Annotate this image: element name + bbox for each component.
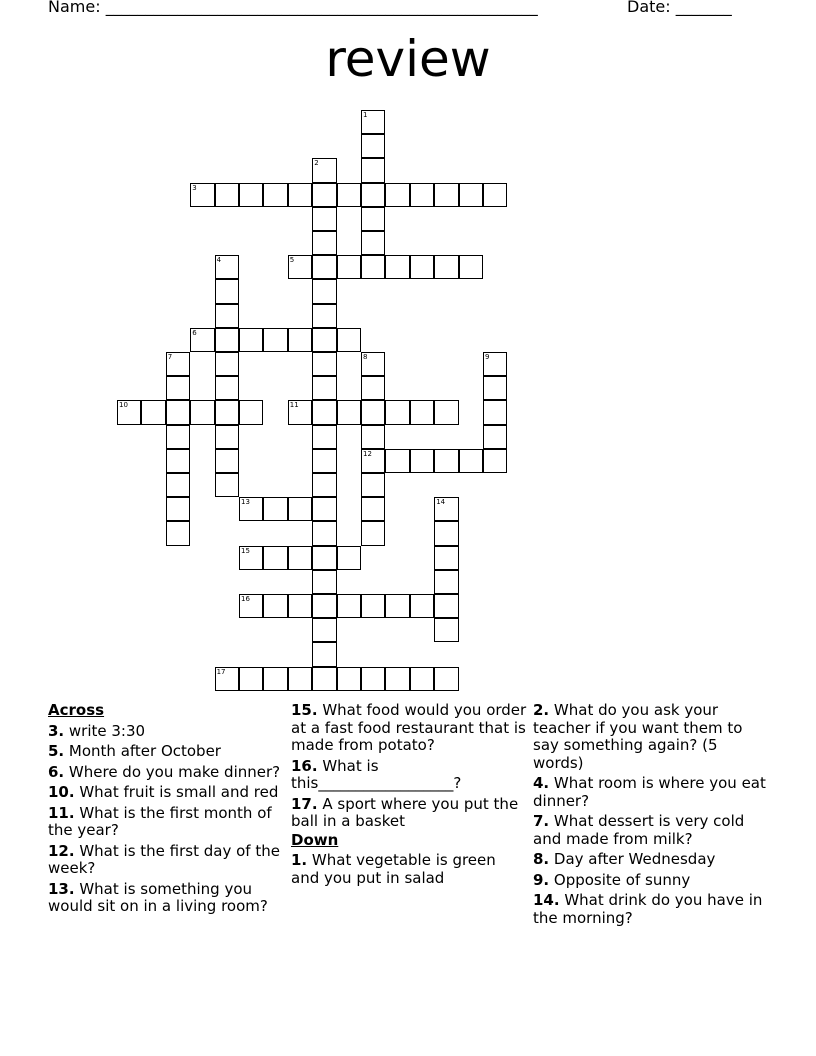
crossword-cell[interactable]	[239, 400, 263, 424]
clue-text: Day after Wednesday	[549, 850, 716, 868]
crossword-cell[interactable]	[361, 158, 385, 182]
clue-number-label: 13.	[48, 879, 75, 898]
clue-number-label: 1.	[291, 851, 308, 869]
crossword-cell[interactable]	[166, 425, 190, 449]
crossword-cell[interactable]	[312, 546, 336, 570]
clue-number: 3	[192, 183, 197, 192]
clue-item	[533, 892, 769, 927]
crossword-cell[interactable]	[215, 425, 239, 449]
clue-item	[48, 784, 284, 802]
clue-item	[291, 796, 527, 831]
crossword-cell[interactable]	[166, 376, 190, 400]
clues-column-2	[291, 702, 527, 890]
crossword-cell[interactable]	[483, 352, 507, 376]
crossword-cell[interactable]	[410, 255, 434, 279]
crossword-cell[interactable]	[312, 667, 336, 691]
crossword-cell[interactable]	[239, 594, 263, 618]
crossword-cell[interactable]	[483, 400, 507, 424]
crossword-cell[interactable]	[434, 449, 458, 473]
crossword-cell[interactable]	[215, 449, 239, 473]
date-label: Date:	[627, 0, 671, 16]
crossword-cell[interactable]	[483, 183, 507, 207]
crossword-cell[interactable]	[190, 400, 214, 424]
clue-text: Opposite of sunny	[549, 870, 691, 889]
clue-number-label: 17.	[291, 794, 318, 813]
crossword-cell[interactable]	[312, 279, 336, 303]
crossword-cell[interactable]	[434, 570, 458, 594]
clue-item	[533, 872, 769, 890]
crossword-cell[interactable]	[239, 497, 263, 521]
crossword-cell[interactable]	[263, 328, 287, 352]
clues-column-1	[48, 702, 284, 919]
crossword-cell[interactable]	[312, 158, 336, 182]
clue-item	[48, 843, 284, 878]
clue-item	[48, 805, 284, 840]
crossword-cell[interactable]	[312, 449, 336, 473]
clue-text: What dessert is very cold and made from milk?	[533, 812, 745, 848]
crossword-cell[interactable]	[337, 255, 361, 279]
clues-column-3	[533, 702, 769, 930]
crossword-cell[interactable]	[312, 642, 336, 666]
down-clue-list-continued	[533, 702, 769, 927]
clue-number-label: 14.	[533, 891, 560, 909]
clue-item	[533, 775, 769, 810]
crossword-cell[interactable]	[312, 328, 336, 352]
crossword-cell[interactable]	[483, 376, 507, 400]
clue-number: 6	[192, 328, 197, 337]
clue-number-label: 4.	[533, 774, 550, 792]
down-clue-list	[291, 852, 527, 887]
across-clue-list	[48, 723, 284, 916]
clue-text: What food would you order at a fast food restaurant that is made from potato?	[291, 701, 527, 754]
page-title: review	[325, 30, 491, 88]
crossword-cell[interactable]	[141, 400, 165, 424]
crossword-cell[interactable]	[312, 304, 336, 328]
crossword-cell[interactable]	[361, 425, 385, 449]
crossword-cell[interactable]	[263, 497, 287, 521]
clue-number-label: 2.	[533, 701, 550, 719]
crossword-cell[interactable]	[312, 255, 336, 279]
crossword-cell[interactable]	[385, 594, 409, 618]
crossword-cell[interactable]	[239, 546, 263, 570]
clue-number: 7	[167, 353, 173, 361]
clue-item	[533, 813, 769, 848]
crossword-cell[interactable]	[361, 352, 385, 376]
crossword-cell[interactable]	[312, 400, 336, 424]
crossword-cell[interactable]	[215, 352, 239, 376]
crossword-cell[interactable]	[361, 255, 385, 279]
crossword-cell[interactable]	[361, 473, 385, 497]
crossword-cell[interactable]	[288, 255, 312, 279]
clue-item	[533, 702, 769, 772]
clue-item	[291, 852, 527, 887]
crossword-cell[interactable]	[215, 328, 239, 352]
clue-item	[48, 764, 284, 782]
crossword-cell[interactable]	[385, 667, 409, 691]
crossword-cell[interactable]	[434, 255, 458, 279]
clue-text: What do you ask your teacher if you want them to say something again? (5 words)	[533, 701, 743, 772]
crossword-cell[interactable]	[337, 400, 361, 424]
crossword-cell[interactable]	[434, 400, 458, 424]
clue-item	[291, 702, 527, 755]
crossword-cell[interactable]	[312, 570, 336, 594]
crossword-cell[interactable]	[263, 667, 287, 691]
clue-item	[48, 881, 284, 916]
crossword-cell[interactable]	[312, 425, 336, 449]
clue-text: A sport where you put the ball in a basket	[291, 794, 519, 830]
crossword-cell[interactable]	[312, 521, 336, 545]
clue-number: 12	[363, 449, 372, 458]
crossword-cell[interactable]	[166, 521, 190, 545]
clue-item	[48, 743, 284, 761]
clue-text: What fruit is small and red	[74, 783, 279, 801]
crossword-cell[interactable]	[459, 255, 483, 279]
clue-number: 14	[436, 498, 446, 507]
crossword-cell[interactable]	[361, 110, 385, 134]
clue-text: Month after October	[64, 742, 221, 760]
clue-number: 15	[241, 546, 250, 555]
clue-text: What is this__________________?	[291, 756, 462, 792]
crossword-cell[interactable]	[117, 400, 141, 424]
crossword-cell[interactable]	[263, 546, 287, 570]
clue-text: What room is where you eat dinner?	[533, 774, 766, 810]
crossword-cell[interactable]	[483, 449, 507, 473]
crossword-cell[interactable]	[385, 449, 409, 473]
clue-text: What drink do you have in the morning?	[533, 891, 763, 927]
clue-text: write 3:30	[64, 721, 146, 740]
crossword-cell[interactable]	[312, 594, 336, 618]
crossword-cell[interactable]	[312, 376, 336, 400]
crossword-cell[interactable]	[483, 425, 507, 449]
crossword-cell[interactable]	[410, 183, 434, 207]
down-heading: Down	[291, 830, 339, 849]
clue-number: 5	[289, 256, 295, 265]
clue-number: 1	[363, 111, 368, 119]
clue-number-label: 15.	[291, 701, 318, 719]
clue-number-label: 7.	[533, 812, 550, 830]
crossword-cell[interactable]	[215, 667, 239, 691]
clue-number-label: 11.	[48, 803, 75, 822]
crossword-cell[interactable]	[434, 546, 458, 570]
crossword-cell[interactable]	[263, 183, 287, 207]
crossword-cell[interactable]	[361, 667, 385, 691]
crossword-cell[interactable]	[361, 134, 385, 158]
crossword-cell[interactable]	[337, 594, 361, 618]
crossword-cell[interactable]	[239, 183, 263, 207]
crossword-cell[interactable]	[434, 594, 458, 618]
crossword-cell[interactable]	[385, 400, 409, 424]
crossword-cell[interactable]	[361, 400, 385, 424]
crossword-cell[interactable]	[312, 618, 336, 642]
clue-number-label: 8.	[533, 850, 550, 868]
crossword-cell[interactable]	[434, 521, 458, 545]
crossword-cell[interactable]	[410, 449, 434, 473]
clue-number: 10	[119, 401, 128, 410]
crossword-cell[interactable]	[288, 400, 312, 424]
crossword-cell[interactable]	[239, 667, 263, 691]
crossword-cell[interactable]	[361, 207, 385, 231]
clue-number: 17	[216, 667, 226, 676]
crossword-cell[interactable]	[410, 400, 434, 424]
crossword-cell[interactable]	[288, 497, 312, 521]
crossword-cell[interactable]	[459, 449, 483, 473]
clue-text: What is something you would sit on in a living room?	[48, 879, 268, 915]
clue-number: 11	[289, 401, 299, 410]
crossword-cell[interactable]	[263, 594, 287, 618]
crossword-cell[interactable]	[288, 328, 312, 352]
across-heading: Across	[48, 701, 105, 719]
clue-number-label: 12.	[48, 841, 75, 860]
crossword-cell[interactable]	[312, 497, 336, 521]
clue-text: What vegetable is green and you put in salad	[291, 851, 496, 887]
crossword-cell[interactable]	[385, 255, 409, 279]
crossword-cell[interactable]	[312, 352, 336, 376]
name-line[interactable]: ______________________________________________________	[105, 0, 538, 16]
crossword-cell[interactable]	[434, 618, 458, 642]
clue-number: 16	[241, 595, 250, 603]
across-clue-list-continued	[291, 702, 527, 831]
clue-number: 4	[216, 256, 222, 265]
crossword-cell[interactable]	[361, 594, 385, 618]
clue-number-label: 10.	[48, 783, 75, 801]
crossword-cell[interactable]	[361, 521, 385, 545]
crossword-cell[interactable]	[434, 183, 458, 207]
crossword-cell[interactable]	[312, 231, 336, 255]
clue-text: What is the first month of the year?	[48, 803, 272, 839]
crossword-cell[interactable]	[361, 183, 385, 207]
crossword-cell[interactable]	[215, 400, 239, 424]
clue-number-label: 3.	[48, 721, 65, 740]
crossword-cell[interactable]	[190, 328, 214, 352]
crossword-cell[interactable]	[410, 667, 434, 691]
crossword-cell[interactable]	[166, 497, 190, 521]
clue-number-label: 16.	[291, 756, 318, 775]
clue-number: 2	[314, 159, 319, 168]
clue-number-label: 6.	[48, 762, 65, 781]
crossword-cell[interactable]	[288, 667, 312, 691]
crossword-cell[interactable]	[385, 183, 409, 207]
clue-number-label: 5.	[48, 742, 65, 760]
crossword-cell[interactable]	[215, 255, 239, 279]
crossword-cell[interactable]	[288, 594, 312, 618]
crossword-cell[interactable]	[215, 279, 239, 303]
crossword-cell[interactable]	[312, 473, 336, 497]
crossword-cell[interactable]	[190, 183, 214, 207]
crossword-cell[interactable]	[312, 207, 336, 231]
clue-number: 8	[363, 353, 368, 361]
crossword-cell[interactable]	[239, 328, 263, 352]
crossword-cell[interactable]	[215, 376, 239, 400]
clue-text: Where do you make dinner?	[64, 762, 281, 781]
crossword-cell[interactable]	[361, 376, 385, 400]
crossword-cell[interactable]	[410, 594, 434, 618]
crossword-cell[interactable]	[434, 667, 458, 691]
crossword-cell[interactable]	[215, 473, 239, 497]
crossword-cell[interactable]	[166, 449, 190, 473]
clue-number: 9	[485, 353, 490, 361]
name-label: Name:	[48, 0, 101, 16]
crossword-cell[interactable]	[166, 473, 190, 497]
clue-number: 13	[241, 498, 250, 507]
crossword-cell[interactable]	[337, 183, 361, 207]
crossword-cell[interactable]	[166, 400, 190, 424]
crossword-cell[interactable]	[166, 352, 190, 376]
crossword-cell[interactable]	[361, 497, 385, 521]
crossword-cell[interactable]	[337, 667, 361, 691]
crossword-cell[interactable]	[288, 546, 312, 570]
crossword-cell[interactable]	[459, 183, 483, 207]
clue-item	[533, 851, 769, 869]
date-line[interactable]: _______	[675, 0, 732, 16]
clue-item	[291, 758, 527, 793]
clue-text: What is the first day of the week?	[48, 841, 280, 877]
crossword-cell[interactable]	[337, 546, 361, 570]
crossword-cell[interactable]	[361, 449, 385, 473]
clue-item	[48, 723, 284, 741]
clue-number-label: 9.	[533, 870, 550, 889]
crossword-cell[interactable]	[434, 497, 458, 521]
crossword-cell[interactable]	[312, 183, 336, 207]
crossword-cell[interactable]	[215, 183, 239, 207]
crossword-cell[interactable]	[288, 183, 312, 207]
crossword-cell[interactable]	[215, 304, 239, 328]
crossword-cell[interactable]	[361, 231, 385, 255]
crossword-cell[interactable]	[337, 328, 361, 352]
